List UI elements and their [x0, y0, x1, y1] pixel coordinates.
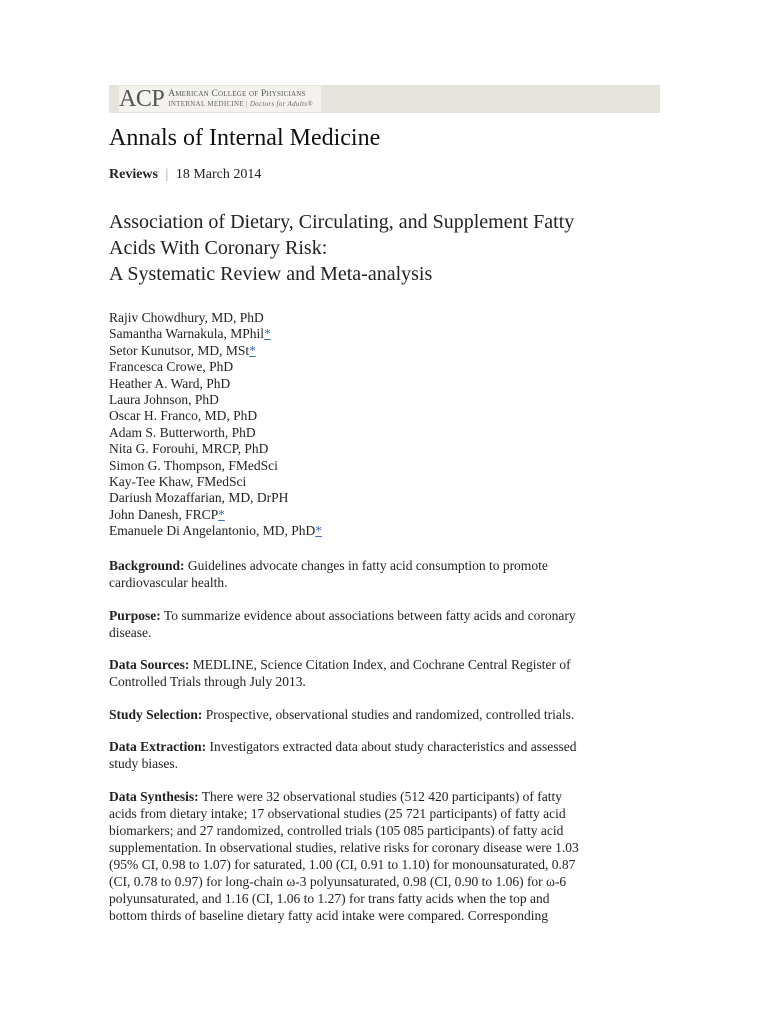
author-footnote-link[interactable]: *	[218, 506, 225, 522]
abstract-study-selection	[109, 706, 669, 723]
abstract-text: bottom thirds of baseline dietary fatty acid intake were compared. Corresponding	[109, 907, 548, 923]
journal-title: Annals of Internal Medicine	[109, 125, 381, 151]
abstract-text: acids from dietary intake; 17 observational studies (25 721 participants) of fatty acid	[109, 805, 566, 821]
author	[109, 490, 322, 506]
author-name: Simon G. Thompson, FMedSci	[109, 457, 278, 473]
author-name: Adam S. Butterworth, PhD	[109, 424, 256, 440]
author-name: Kay-Tee Khaw, FMedSci	[109, 474, 247, 490]
article-title-line: Association of Dietary, Circulating, and Supplement Fatty	[109, 211, 575, 233]
author-footnote-link[interactable]: *	[315, 523, 322, 539]
article-title-line: Acids With Coronary Risk:	[109, 237, 328, 259]
author-footnote-link[interactable]: *	[249, 342, 256, 358]
abstract-text: biomarkers; and 27 randomized, controlled trials (105 085 participants) of fatty acid	[109, 822, 564, 838]
author-name: Laura Johnson, PhD	[109, 392, 219, 408]
author-footnote-link[interactable]: *	[264, 326, 271, 342]
abstract-text: study biases.	[109, 756, 178, 771]
publication-date: 18 March 2014	[175, 167, 262, 182]
author	[109, 392, 322, 408]
abstract-text: cardiovascular health.	[109, 575, 228, 590]
abstract-text: supplementation. In observational studies, relative risks for coronary disease were 1.03	[109, 839, 579, 855]
author	[109, 441, 322, 457]
author-name: John Danesh, FRCP	[109, 506, 219, 522]
abstract-data-sources	[109, 656, 669, 690]
article-meta	[109, 167, 261, 183]
abstract-text: (95% CI, 0.98 to 1.07) for saturated, 1.00 (CI, 0.91 to 1.10) for monounsaturated, 0.87	[109, 856, 576, 872]
abstract-text: Guidelines advocate changes in fatty acid consumption to promote	[187, 558, 548, 573]
author	[109, 359, 322, 375]
abstract-background	[109, 557, 669, 591]
author	[109, 376, 322, 392]
author	[109, 408, 322, 424]
logo-tagline	[168, 99, 313, 109]
author-name: Heather A. Ward, PhD	[109, 375, 231, 391]
author	[109, 310, 322, 326]
abstract-text: polyunsaturated, and 1.16 (CI, 1.06 to 1.27) for trans fatty acids when the top and	[109, 890, 550, 906]
acp-logo[interactable]	[119, 86, 321, 112]
logo-tagline-left: INTERNAL MEDICINE	[168, 100, 244, 108]
author	[109, 326, 322, 342]
abstract-data-extraction	[109, 738, 669, 772]
author-name: Samantha Warnakula, MPhil	[109, 326, 265, 342]
abstract-text: Investigators extracted data about study characteristics and assessed	[209, 739, 577, 754]
article-title	[109, 209, 669, 287]
logo-tagline-sep: |	[246, 100, 248, 108]
logo-tagline-right: Doctors for Adults®	[249, 100, 313, 108]
logo-text	[168, 89, 313, 109]
abstract-text: To summarize evidence about associations between fatty acids and coronary	[163, 607, 576, 623]
author	[109, 523, 322, 539]
abstract	[109, 557, 669, 939]
author	[109, 474, 322, 490]
article-section[interactable]: Reviews	[109, 167, 158, 182]
abstract-text: MEDLINE, Science Citation Index, and Cochrane Central Register of	[192, 657, 571, 672]
abstract-label: Background:	[109, 558, 185, 573]
abstract-text: Controlled Trials through July 2013.	[109, 674, 306, 689]
abstract-data-synthesis	[109, 788, 669, 924]
abstract-label: Data Sources:	[109, 657, 190, 672]
author-name: Dariush Mozaffarian, MD, DrPH	[109, 490, 289, 506]
author-name: Oscar H. Franco, MD, PhD	[109, 408, 258, 424]
author-name: Setor Kunutsor, MD, MSt	[109, 342, 250, 358]
abstract-purpose	[109, 607, 669, 641]
abstract-text: Prospective, observational studies and randomized, controlled trials.	[205, 706, 575, 722]
author-list	[109, 310, 322, 540]
meta-separator: |	[165, 167, 169, 182]
author	[109, 507, 322, 523]
abstract-text: There were 32 observational studies (512 420 participants) of fatty	[201, 788, 563, 804]
abstract-label: Data Extraction:	[109, 739, 207, 754]
abstract-label: Study Selection:	[109, 706, 203, 722]
author-name: Emanuele Di Angelantonio, MD, PhD	[109, 523, 316, 539]
abstract-label: Data Synthesis:	[109, 788, 199, 804]
author-name: Rajiv Chowdhury, MD, PhD	[109, 310, 264, 325]
author	[109, 425, 322, 441]
author-name: Nita G. Forouhi, MRCP, PhD	[109, 441, 269, 457]
logo-mark: ACP	[119, 86, 165, 112]
publisher-banner	[109, 85, 660, 113]
abstract-text: (CI, 0.78 to 0.97) for long-chain ω-3 polyunsaturated, 0.98 (CI, 0.90 to 1.06) for ω-6	[109, 873, 567, 889]
abstract-label: Purpose:	[109, 607, 161, 623]
abstract-text: disease.	[109, 624, 152, 640]
article-title-line: A Systematic Review and Meta-analysis	[109, 263, 433, 285]
author	[109, 458, 322, 474]
author-name: Francesca Crowe, PhD	[109, 359, 234, 375]
author	[109, 343, 322, 359]
logo-organization-name: American College of Physicians	[168, 89, 306, 99]
